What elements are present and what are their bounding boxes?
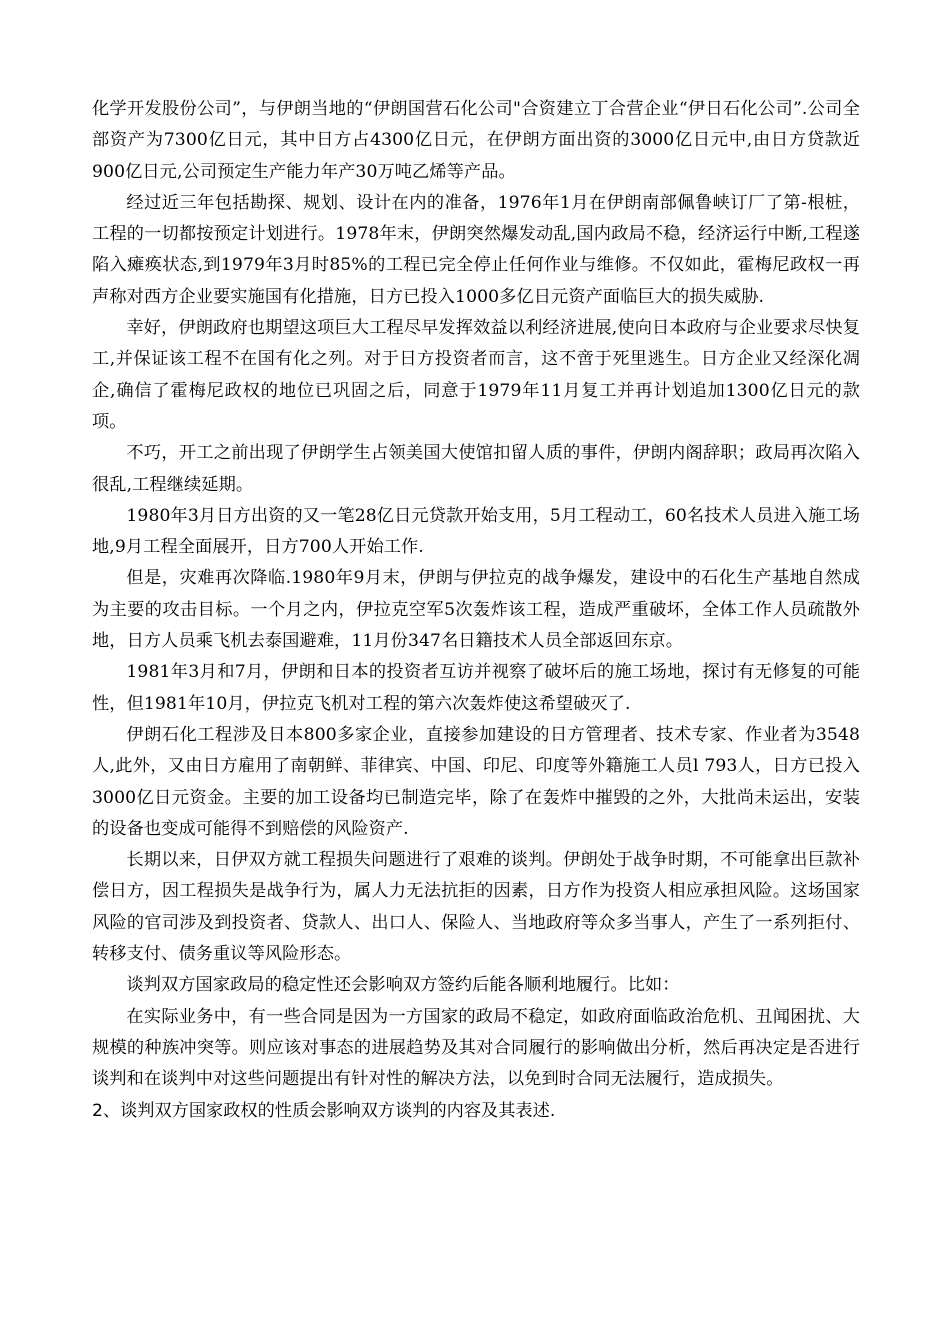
paragraph-practical-business: 在实际业务中，有一些合同是因为一方国家的政局不稳定，如政府面临政治危机、丑闻困扰、大规模的种族冲突等。则应该对事态的进展趋势及其对合同履行的影响做出分析，然后再决定是否进行谈判和在谈判中对这些问题提出有针对性的解决方法，以免到时合同无法履行，造成损失。 [92, 1006, 860, 1090]
document-page [92, 94, 860, 1127]
paragraph-resumption: 幸好，伊朗政府也期望这项巨大工程尽早发挥效益以利经济进展,使向日本政府与企业要求尽快复工,并保证该工程不在国有化之列。对于日方投资者而言，这不啻于死里逃生。日方企业又经深化凋企,确信了霍梅尼政权的地位已巩固之后，同意于1979年11月复工并再计划追加1300亿日元的款项。 [92, 318, 860, 432]
paragraph-political-stability: 谈判双方国家政局的稳定性还会影响双方签约后能各顺利地履行。比如： [126, 975, 680, 996]
paragraph-company-background: 化学开发股份公司”，与伊朗当地的“伊朗国营石化公司"合资建立丁合营企业“伊日石化公司”.公司全部资产为7300亿日元，其中日方占4300亿日元，在伊朗方面出资的3000亿日元中,由日方贷款近900亿日元,公司预定生产能力年产30万吨乙烯等产品。 [92, 99, 860, 182]
paragraph-war-outbreak: 但是，灾难再次降临.1980年9月末，伊朗与伊拉克的战争爆发，建设中的石化生产基地自然成为主要的攻击目标。一个月之内，伊拉克空军5次轰炸该工程，造成严重破坏，全体工作人员疏散外地，日方人员乘飞机去泰国避难，11月份347名日籍技术人员全部返回东京。 [92, 568, 860, 652]
paragraph-hostage-crisis: 不巧，开工之前出现了伊朗学生占领美国大使馆扣留人质的事件，伊朗内阁辞职；政局再次陷入很乱,工程继续延期。 [92, 443, 860, 495]
paragraph-project-scale: 伊朗石化工程涉及日本800多家企业，直接参加建设的日方管理者、技术专家、作业者为3548人,此外，又由日方雇用了南朝鲜、菲律宾、中国、印尼、印度等外籍施工人员l 793人，日方已投入3000亿日元资金。主要的加工设备均已制造完毕，除了在轰炸中摧毁的之外，大批尚未运出，安装的设备也变成可能得不到赔偿的风险资产. [92, 724, 860, 839]
paragraph-1981-inspection: 1981年3月和7月，伊朗和日本的投资者互访并视察了破坏后的施工场地，探讨有无修复的可能性，但1981年10月，伊拉克飞机对工程的第六次轰炸使这希望破灭了. [92, 662, 860, 714]
paragraph-negotiation: 长期以来，日伊双方就工程损失问题进行了艰难的谈判。伊朗处于战争时期，不可能拿出巨款补偿日方，因工程损失是战争行为，属人力无法抗拒的因素，日方作为投资人相应承担风险。这场国家风险的官司涉及到投资者、贷款人、出口人、保险人、当地政府等众多当事人，产生了一系列拒付、转移支付、债务重议等风险形态。 [92, 850, 860, 965]
paragraph-1980-loan: 1980年3月日方出资的又一笔28亿日元贷款开始支用，5月工程动工，60名技术人员进入施工场地,9月工程全面展开，日方700人开始工作. [92, 505, 860, 558]
paragraph-construction-start: 经过近三年包括勘探、规划、设计在内的准备，1976年1月在伊朗南部佩鲁峡订厂了第-根桩，工程的一切都按预定计划进行。1978年末，伊朗突然爆发动乱,国内政局不稳，经济运行中断,工程遂陷入瘫痪状态,到1979年3月时85%的工程已完全停止任何作业与维修。不仅如此，霍梅尼政权一再声称对西方企业要实施国有化措施，日方已投入1000多亿日元资产面临巨大的损失威胁. [92, 192, 860, 307]
section-heading-2: 2、谈判双方国家政权的性质会影响双方谈判的内容及其表述. [92, 1100, 556, 1121]
